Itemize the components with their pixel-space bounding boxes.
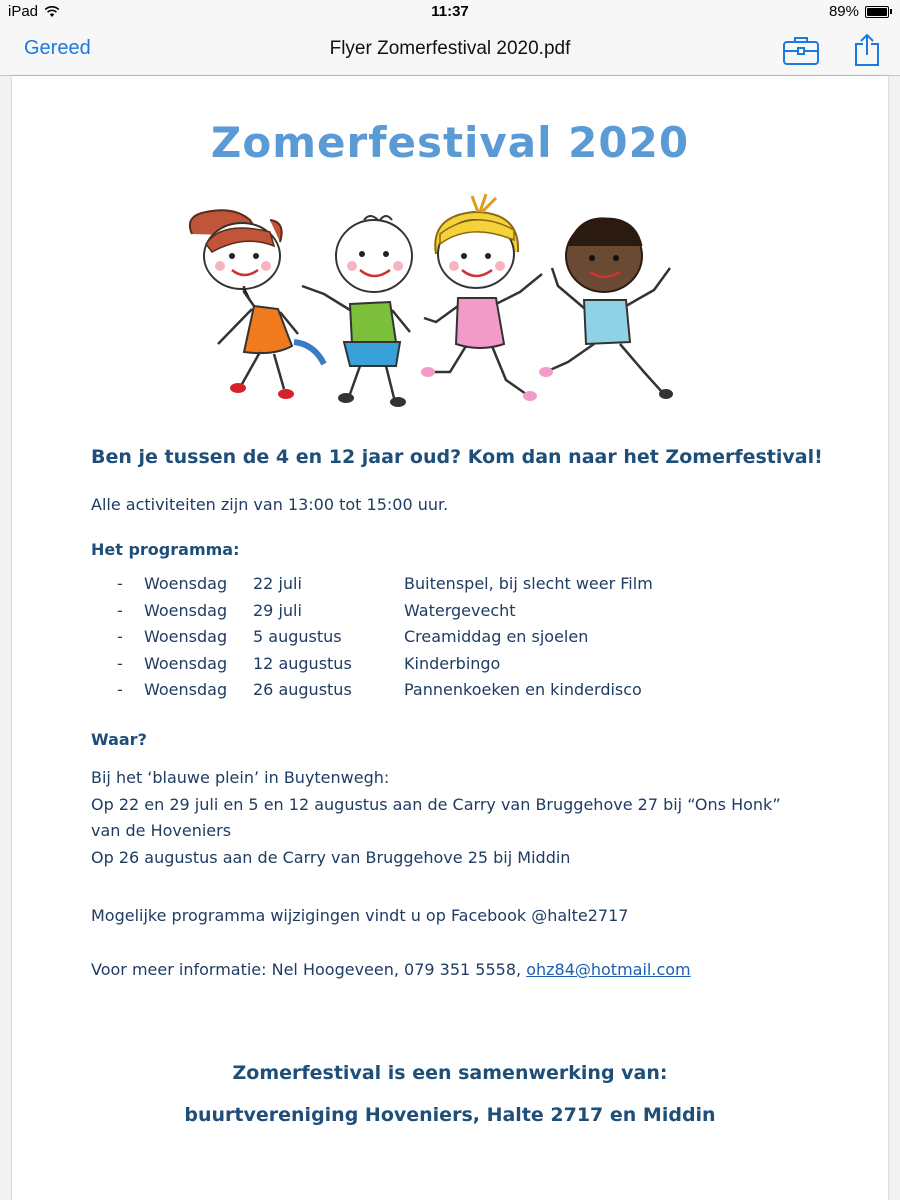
program-date: 22 juli [253, 574, 302, 593]
markup-toolbox-button[interactable] [781, 33, 821, 67]
program-activity: Pannenkoeken en kinderdisco [404, 680, 642, 699]
where-line: van de Hoveniers [91, 821, 232, 840]
program-day: Woensdag [144, 574, 228, 593]
where-line: Op 22 en 29 juli en 5 en 12 augustus aan de Carry van Bruggehove 27 bij “Ons Honk” [91, 795, 781, 814]
program-activity: Watergevecht [404, 601, 516, 620]
bullet-dash: - [117, 627, 123, 646]
program-day: Woensdag [144, 654, 228, 673]
bullet-dash: - [117, 654, 123, 673]
device-name: iPad [8, 3, 39, 20]
status-right [829, 3, 892, 20]
program-day: Woensdag [144, 601, 228, 620]
contact-info [91, 960, 691, 979]
footer-line-2: buurtvereniging Hoveniers, Halte 2717 en Middin [184, 1104, 716, 1126]
footer-line-1: Zomerfestival is een samenwerking van: [232, 1062, 668, 1084]
kid-boy-green [302, 216, 412, 407]
program-date: 26 augustus [253, 680, 352, 699]
where-line: Bij het ‘blauwe plein’ in Buytenwegh: [91, 768, 390, 787]
status-bar [0, 0, 900, 24]
facebook-note: Mogelijke programma wijzigingen vindt u op Facebook @halte2717 [91, 906, 629, 925]
pdf-page[interactable] [12, 76, 888, 1200]
program-heading: Het programma: [91, 540, 240, 559]
bullet-dash: - [117, 601, 123, 620]
dancing-kids-illustration [174, 194, 714, 414]
battery-level [867, 8, 887, 16]
battery-icon [865, 6, 889, 18]
program-activity: Buitenspel, bij slecht weer Film [404, 574, 653, 593]
bullet-dash: - [117, 680, 123, 699]
where-heading: Waar? [91, 730, 147, 749]
headline: Ben je tussen de 4 en 12 jaar oud? Kom dan naar het Zomerfestival! [91, 446, 823, 468]
where-line: Op 26 augustus aan de Carry van Bruggehove 25 bij Middin [91, 848, 571, 867]
share-button[interactable] [847, 33, 887, 67]
document-title: Flyer Zomerfestival 2020.pdf [329, 38, 571, 59]
email-link[interactable]: ohz84@hotmail.com [526, 960, 691, 979]
battery-percentage: 89% [828, 3, 859, 20]
done-button[interactable]: Gereed [24, 37, 91, 59]
program-day: Woensdag [144, 627, 228, 646]
program-activity: Creamiddag en sjoelen [404, 627, 589, 646]
program-date: 29 juli [253, 601, 302, 620]
navigation-bar [0, 24, 900, 76]
program-activity: Kinderbingo [404, 654, 501, 673]
kid-girl-pink [421, 194, 542, 401]
program-date: 5 augustus [253, 627, 342, 646]
kid-boy-blue [539, 218, 673, 399]
program-day: Woensdag [144, 680, 228, 699]
program-date: 12 augustus [253, 654, 352, 673]
toolbox-icon [781, 33, 821, 67]
kid-girl-orange [190, 210, 324, 399]
flyer-title: Zomerfestival 2020 [210, 118, 690, 167]
bullet-dash: - [117, 574, 123, 593]
share-icon [847, 33, 887, 67]
battery-tip [890, 9, 892, 14]
status-time: 11:37 [431, 3, 469, 20]
activity-times: Alle activiteiten zijn van 13:00 tot 15:00 uur. [91, 495, 449, 514]
contact-text: Voor meer informatie: Nel Hoogeveen, 079 351 5558, [91, 960, 527, 979]
